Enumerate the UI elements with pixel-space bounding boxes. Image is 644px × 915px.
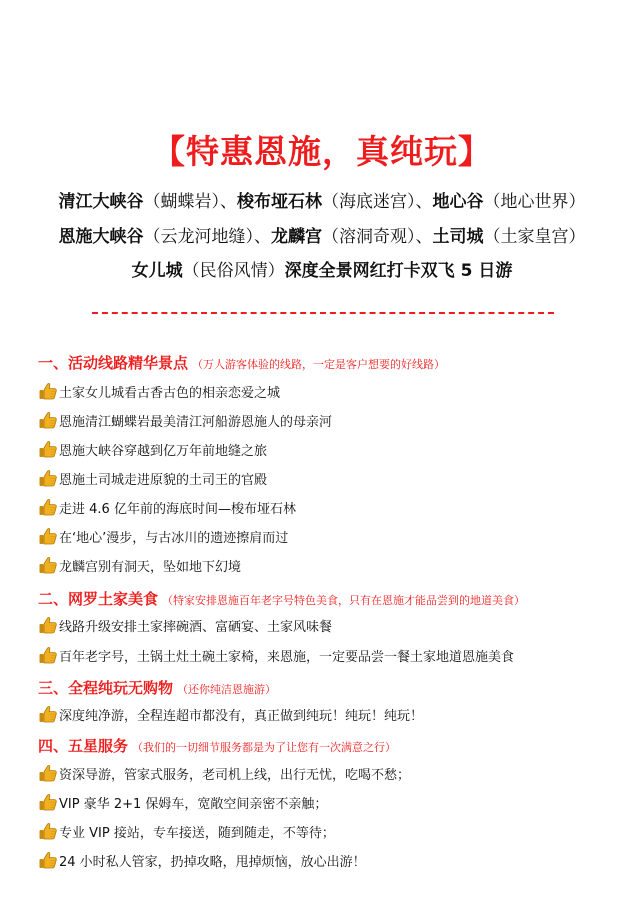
section-note: （我们的一切细节服务都是为了让您有一次满意之行） (132, 741, 397, 754)
list-item-text: 走进 4.6 亿年前的海底时间—梭布垭石林 (59, 501, 296, 517)
list-item (38, 408, 332, 432)
section-title: 四、五星服务 (38, 737, 129, 755)
list-item (38, 379, 280, 403)
list-item-text: 24 小时私人管家，扔掉攻略，甩掉烦恼，放心出游！ (59, 854, 366, 870)
thumbs-up-icon (38, 555, 58, 575)
list-item-text: 百年老字号，土锅土灶土碗土家椅，来恩施，一定要品尝一餐土家地道恩施美食 (59, 649, 515, 665)
subtitle-text: （海底迷宫）、 (322, 192, 433, 212)
thumbs-up-icon (38, 526, 58, 546)
list-item (38, 553, 241, 577)
thumbs-up-icon (38, 468, 58, 488)
subtitle-highlight: 清江大峡谷 (58, 192, 144, 212)
subtitle-text: （民俗风情） (182, 261, 285, 281)
list-item-text: 资深导游，管家式服务，老司机上线，出行无忧，吃喝不愁； (59, 767, 411, 783)
subtitle-highlight: 土司城 (432, 227, 484, 247)
subtitle-line-3 (0, 253, 644, 289)
list-item-text: 专业 VIP 接站，专车接送，随到随走，不等待； (59, 825, 335, 841)
list-item (38, 819, 335, 843)
subtitle-highlight: 梭布垭石林 (237, 192, 322, 212)
list-item (38, 466, 267, 490)
list-item (38, 790, 327, 814)
section-heading-food (38, 588, 525, 609)
subtitle-highlight: 深度全景网红打卡双飞 5 日游 (284, 261, 513, 281)
section-heading-highlights (38, 352, 445, 373)
subtitle-highlight: 恩施大峡谷 (58, 227, 144, 247)
list-item (38, 702, 423, 726)
thumbs-up-icon (38, 497, 58, 517)
thumbs-up-icon (38, 821, 58, 841)
section-title: 二、网罗土家美食 (38, 590, 159, 608)
list-item (38, 524, 288, 548)
subtitle-highlight: 地心谷 (432, 192, 484, 212)
subtitle-text: （云龙河地缝）、 (143, 227, 271, 247)
thumbs-up-icon (38, 410, 58, 430)
section-note: （特家安排恩施百年老字号特色美食，只有在恩施才能品尝到的地道美食） (162, 594, 526, 607)
page-title: 【特惠恩施，真纯玩】 (152, 132, 492, 171)
subtitle-line-2 (0, 219, 644, 255)
thumbs-up-icon (38, 381, 58, 401)
section-title: 三、全程纯玩无购物 (38, 679, 174, 697)
list-item (38, 613, 332, 637)
thumbs-up-icon (38, 850, 58, 870)
section-note: （还你纯洁恩施游） (177, 683, 277, 696)
list-item-text: 土家女儿城看古香古色的相亲恋爱之城 (59, 385, 281, 401)
subtitle-highlight: 龙麟宫 (271, 227, 322, 247)
list-item (38, 495, 296, 519)
list-item (38, 761, 410, 785)
subtitle-text: （地心世界） (483, 192, 586, 212)
subtitle-text: （蝴蝶岩）、 (143, 192, 237, 212)
thumbs-up-icon (38, 763, 58, 783)
section-heading-no-shopping (38, 677, 276, 698)
subtitle-text: （土家皇宫） (483, 227, 586, 247)
section-title: 一、活动线路精华景点 (38, 354, 189, 372)
subtitle-line-1 (0, 184, 644, 220)
list-item-text: 深度纯净游，全程连超市都没有，真正做到纯玩！纯玩！纯玩！ (59, 708, 424, 724)
thumbs-up-icon (38, 615, 58, 635)
thumbs-up-icon (38, 645, 58, 665)
list-item-text: 线路升级安排土家摔碗酒、富硒宴、土家风味餐 (59, 619, 333, 635)
list-item-text: 恩施大峡谷穿越到亿万年前地缝之旅 (59, 443, 268, 459)
thumbs-up-icon (38, 792, 58, 812)
dashed-divider (92, 312, 554, 314)
list-item-text: 恩施土司城走进原貌的土司王的官殿 (59, 472, 268, 488)
section-note: （万人游客体验的线路，一定是客户想要的好线路） (192, 358, 446, 371)
list-item (38, 848, 366, 872)
thumbs-up-icon (38, 439, 58, 459)
list-item-text: 龙麟宫别有洞天，坠如地下幻境 (59, 559, 242, 575)
section-heading-service (38, 735, 396, 756)
list-item-text: 在‘地心’漫步，与古冰川的遗迹擦肩而过 (59, 530, 289, 546)
thumbs-up-icon (38, 704, 58, 724)
subtitle-highlight: 女儿城 (131, 261, 183, 281)
list-item-text: 恩施清江蝴蝶岩最美清江河船游恩施人的母亲河 (59, 414, 333, 430)
list-item (38, 437, 267, 461)
list-item (38, 643, 514, 667)
subtitle-text: （溶洞奇观）、 (322, 227, 433, 247)
list-item-text: VIP 豪华 2+1 保姆车，宽敞空间亲密不亲触； (59, 796, 328, 812)
